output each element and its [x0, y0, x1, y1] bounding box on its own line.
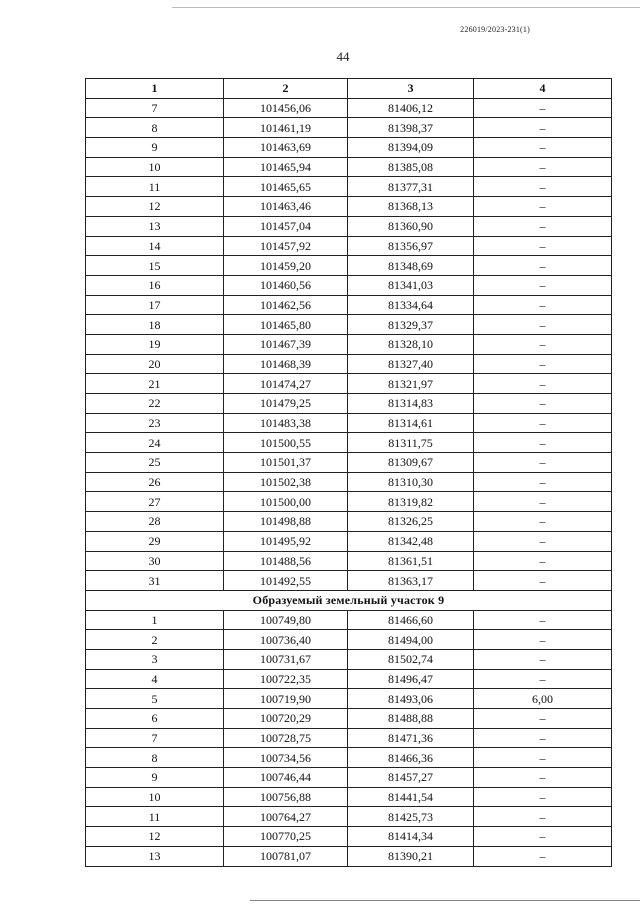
table-row — [86, 315, 612, 335]
table-row — [86, 768, 612, 788]
table-row — [86, 334, 612, 354]
point-number-cell: 4 — [86, 669, 224, 689]
table-row — [86, 236, 612, 256]
top-scan-rule — [172, 7, 640, 8]
point-number-cell: 5 — [86, 689, 224, 709]
x-coordinate-cell: 101456,06 — [224, 98, 348, 118]
table-body-part1 — [86, 98, 612, 590]
value-cell: – — [474, 846, 612, 866]
x-coordinate-cell: 100781,07 — [224, 846, 348, 866]
point-number-cell: 11 — [86, 807, 224, 827]
value-cell: – — [474, 571, 612, 591]
point-number-cell: 8 — [86, 118, 224, 138]
point-number-cell: 15 — [86, 256, 224, 276]
table-row — [86, 630, 612, 650]
value-cell: – — [474, 827, 612, 847]
column-header-2: 2 — [224, 79, 348, 99]
point-number-cell: 27 — [86, 492, 224, 512]
table-row — [86, 374, 612, 394]
value-cell: – — [474, 98, 612, 118]
value-cell: – — [474, 787, 612, 807]
point-number-cell: 14 — [86, 236, 224, 256]
point-number-cell: 31 — [86, 571, 224, 591]
y-coordinate-cell: 81363,17 — [348, 571, 474, 591]
table-row — [86, 295, 612, 315]
x-coordinate-cell: 101463,69 — [224, 138, 348, 158]
x-coordinate-cell: 101461,19 — [224, 118, 348, 138]
table-row — [86, 138, 612, 158]
y-coordinate-cell: 81502,74 — [348, 649, 474, 669]
table-row — [86, 433, 612, 453]
value-cell: – — [474, 649, 612, 669]
section-header-body — [86, 590, 612, 610]
x-coordinate-cell: 101492,55 — [224, 571, 348, 591]
point-number-cell: 23 — [86, 413, 224, 433]
y-coordinate-cell: 81327,40 — [348, 354, 474, 374]
y-coordinate-cell: 81457,27 — [348, 768, 474, 788]
point-number-cell: 21 — [86, 374, 224, 394]
value-cell: – — [474, 138, 612, 158]
x-coordinate-cell: 100756,88 — [224, 787, 348, 807]
x-coordinate-cell: 101500,55 — [224, 433, 348, 453]
y-coordinate-cell: 81348,69 — [348, 256, 474, 276]
table-row — [86, 807, 612, 827]
y-coordinate-cell: 81368,13 — [348, 197, 474, 217]
y-coordinate-cell: 81406,12 — [348, 98, 474, 118]
table-row — [86, 275, 612, 295]
y-coordinate-cell: 81341,03 — [348, 275, 474, 295]
point-number-cell: 13 — [86, 216, 224, 236]
x-coordinate-cell: 100764,27 — [224, 807, 348, 827]
point-number-cell: 17 — [86, 295, 224, 315]
y-coordinate-cell: 81310,30 — [348, 472, 474, 492]
point-number-cell: 12 — [86, 827, 224, 847]
value-cell: 6,00 — [474, 689, 612, 709]
point-number-cell: 9 — [86, 768, 224, 788]
y-coordinate-cell: 81321,97 — [348, 374, 474, 394]
point-number-cell: 9 — [86, 138, 224, 158]
value-cell: – — [474, 492, 612, 512]
table-row — [86, 394, 612, 414]
y-coordinate-cell: 81488,88 — [348, 709, 474, 729]
value-cell: – — [474, 295, 612, 315]
value-cell: – — [474, 709, 612, 729]
value-cell: – — [474, 374, 612, 394]
y-coordinate-cell: 81494,00 — [348, 630, 474, 650]
y-coordinate-cell: 81466,36 — [348, 748, 474, 768]
x-coordinate-cell: 100722,35 — [224, 669, 348, 689]
coordinates-table — [85, 78, 612, 867]
document-number: 226019/2023-231(1) — [460, 25, 530, 34]
table-row — [86, 177, 612, 197]
x-coordinate-cell: 101500,00 — [224, 492, 348, 512]
value-cell: – — [474, 236, 612, 256]
value-cell: – — [474, 394, 612, 414]
point-number-cell: 30 — [86, 551, 224, 571]
x-coordinate-cell: 101465,94 — [224, 157, 348, 177]
y-coordinate-cell: 81425,73 — [348, 807, 474, 827]
x-coordinate-cell: 101479,25 — [224, 394, 348, 414]
x-coordinate-cell: 101474,27 — [224, 374, 348, 394]
point-number-cell: 24 — [86, 433, 224, 453]
value-cell: – — [474, 807, 612, 827]
x-coordinate-cell: 101468,39 — [224, 354, 348, 374]
table-row — [86, 551, 612, 571]
point-number-cell: 28 — [86, 512, 224, 532]
point-number-cell: 29 — [86, 531, 224, 551]
table-row — [86, 846, 612, 866]
y-coordinate-cell: 81377,31 — [348, 177, 474, 197]
table-row — [86, 256, 612, 276]
value-cell: – — [474, 197, 612, 217]
y-coordinate-cell: 81493,06 — [348, 689, 474, 709]
x-coordinate-cell: 100728,75 — [224, 728, 348, 748]
section-row — [86, 590, 612, 610]
table-row — [86, 571, 612, 591]
bottom-scan-rule — [250, 900, 640, 901]
table-row — [86, 649, 612, 669]
table-body-part2 — [86, 610, 612, 866]
x-coordinate-cell: 101501,37 — [224, 453, 348, 473]
value-cell: – — [474, 728, 612, 748]
header-row — [86, 79, 612, 99]
y-coordinate-cell: 81309,67 — [348, 453, 474, 473]
table-row — [86, 118, 612, 138]
x-coordinate-cell: 101495,92 — [224, 531, 348, 551]
x-coordinate-cell: 100770,25 — [224, 827, 348, 847]
table-row — [86, 827, 612, 847]
x-coordinate-cell: 101459,20 — [224, 256, 348, 276]
value-cell: – — [474, 413, 612, 433]
table-row — [86, 157, 612, 177]
x-coordinate-cell: 100736,40 — [224, 630, 348, 650]
table-row — [86, 197, 612, 217]
point-number-cell: 11 — [86, 177, 224, 197]
x-coordinate-cell: 100731,67 — [224, 649, 348, 669]
point-number-cell: 18 — [86, 315, 224, 335]
value-cell: – — [474, 551, 612, 571]
table-row — [86, 512, 612, 532]
value-cell: – — [474, 157, 612, 177]
value-cell: – — [474, 610, 612, 630]
y-coordinate-cell: 81311,75 — [348, 433, 474, 453]
point-number-cell: 7 — [86, 98, 224, 118]
table-row — [86, 728, 612, 748]
point-number-cell: 22 — [86, 394, 224, 414]
table-row — [86, 492, 612, 512]
column-header-3: 3 — [348, 79, 474, 99]
y-coordinate-cell: 81390,21 — [348, 846, 474, 866]
point-number-cell: 8 — [86, 748, 224, 768]
value-cell: – — [474, 433, 612, 453]
value-cell: – — [474, 768, 612, 788]
y-coordinate-cell: 81360,90 — [348, 216, 474, 236]
x-coordinate-cell: 101467,39 — [224, 334, 348, 354]
value-cell: – — [474, 216, 612, 236]
x-coordinate-cell: 101457,92 — [224, 236, 348, 256]
point-number-cell: 6 — [86, 709, 224, 729]
x-coordinate-cell: 101463,46 — [224, 197, 348, 217]
point-number-cell: 20 — [86, 354, 224, 374]
x-coordinate-cell: 101465,65 — [224, 177, 348, 197]
column-header-4: 4 — [474, 79, 612, 99]
column-header-1: 1 — [86, 79, 224, 99]
value-cell: – — [474, 315, 612, 335]
section-title: Образуемый земельный участок 9 — [86, 590, 612, 610]
x-coordinate-cell: 101483,38 — [224, 413, 348, 433]
y-coordinate-cell: 81326,25 — [348, 512, 474, 532]
table-row — [86, 787, 612, 807]
table-row — [86, 216, 612, 236]
x-coordinate-cell: 101488,56 — [224, 551, 348, 571]
value-cell: – — [474, 275, 612, 295]
table-row — [86, 472, 612, 492]
x-coordinate-cell: 100749,80 — [224, 610, 348, 630]
point-number-cell: 3 — [86, 649, 224, 669]
value-cell: – — [474, 472, 612, 492]
table-row — [86, 531, 612, 551]
y-coordinate-cell: 81334,64 — [348, 295, 474, 315]
point-number-cell: 10 — [86, 787, 224, 807]
y-coordinate-cell: 81398,37 — [348, 118, 474, 138]
x-coordinate-cell: 100734,56 — [224, 748, 348, 768]
x-coordinate-cell: 101462,56 — [224, 295, 348, 315]
point-number-cell: 2 — [86, 630, 224, 650]
table-row — [86, 413, 612, 433]
y-coordinate-cell: 81361,51 — [348, 551, 474, 571]
x-coordinate-cell: 101465,80 — [224, 315, 348, 335]
table-row — [86, 709, 612, 729]
x-coordinate-cell: 101502,38 — [224, 472, 348, 492]
y-coordinate-cell: 81441,54 — [348, 787, 474, 807]
y-coordinate-cell: 81328,10 — [348, 334, 474, 354]
value-cell: – — [474, 453, 612, 473]
point-number-cell: 7 — [86, 728, 224, 748]
y-coordinate-cell: 81394,09 — [348, 138, 474, 158]
table-row — [86, 98, 612, 118]
y-coordinate-cell: 81314,61 — [348, 413, 474, 433]
point-number-cell: 26 — [86, 472, 224, 492]
page-number: 44 — [336, 49, 350, 64]
x-coordinate-cell: 100720,29 — [224, 709, 348, 729]
value-cell: – — [474, 748, 612, 768]
table-row — [86, 354, 612, 374]
x-coordinate-cell: 100746,44 — [224, 768, 348, 788]
point-number-cell: 16 — [86, 275, 224, 295]
point-number-cell: 25 — [86, 453, 224, 473]
table-row — [86, 453, 612, 473]
value-cell: – — [474, 118, 612, 138]
table-row — [86, 669, 612, 689]
y-coordinate-cell: 81329,37 — [348, 315, 474, 335]
x-coordinate-cell: 101498,88 — [224, 512, 348, 532]
y-coordinate-cell: 81356,97 — [348, 236, 474, 256]
value-cell: – — [474, 669, 612, 689]
point-number-cell: 12 — [86, 197, 224, 217]
point-number-cell: 19 — [86, 334, 224, 354]
point-number-cell: 1 — [86, 610, 224, 630]
value-cell: – — [474, 630, 612, 650]
value-cell: – — [474, 354, 612, 374]
y-coordinate-cell: 81466,60 — [348, 610, 474, 630]
x-coordinate-cell: 101457,04 — [224, 216, 348, 236]
value-cell: – — [474, 334, 612, 354]
y-coordinate-cell: 81319,82 — [348, 492, 474, 512]
value-cell: – — [474, 531, 612, 551]
x-coordinate-cell: 100719,90 — [224, 689, 348, 709]
table-row — [86, 610, 612, 630]
table-header — [86, 79, 612, 99]
y-coordinate-cell: 81496,47 — [348, 669, 474, 689]
value-cell: – — [474, 177, 612, 197]
value-cell: – — [474, 512, 612, 532]
y-coordinate-cell: 81471,36 — [348, 728, 474, 748]
value-cell: – — [474, 256, 612, 276]
y-coordinate-cell: 81314,83 — [348, 394, 474, 414]
point-number-cell: 13 — [86, 846, 224, 866]
table-row — [86, 689, 612, 709]
y-coordinate-cell: 81342,48 — [348, 531, 474, 551]
y-coordinate-cell: 81385,08 — [348, 157, 474, 177]
point-number-cell: 10 — [86, 157, 224, 177]
table-row — [86, 748, 612, 768]
y-coordinate-cell: 81414,34 — [348, 827, 474, 847]
x-coordinate-cell: 101460,56 — [224, 275, 348, 295]
